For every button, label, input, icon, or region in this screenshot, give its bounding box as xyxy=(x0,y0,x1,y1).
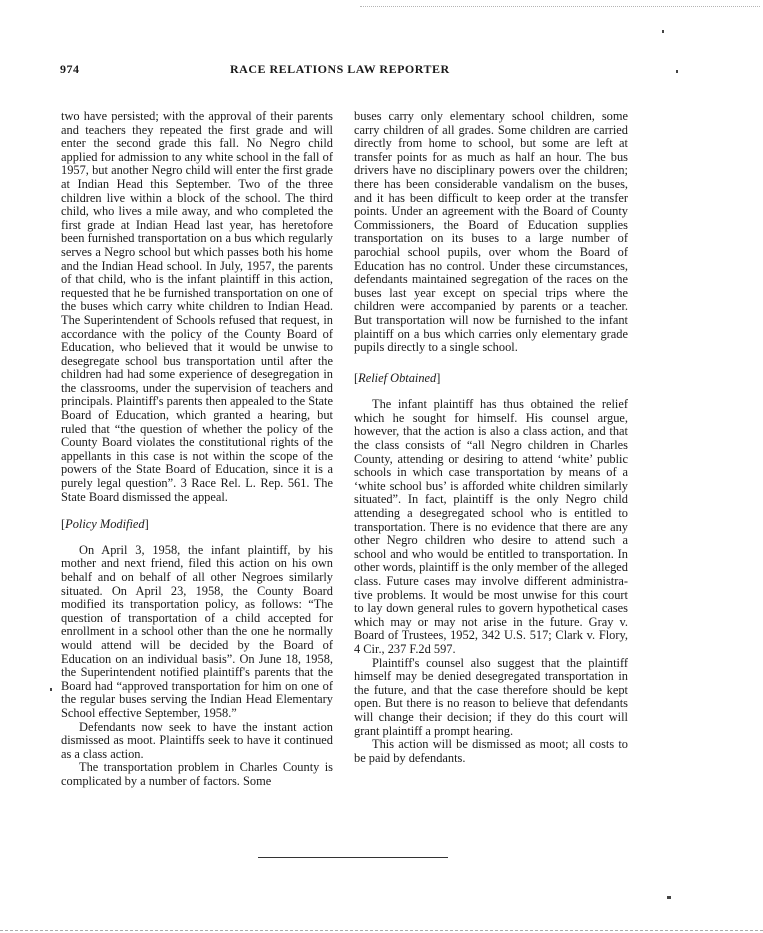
page-number: 974 xyxy=(60,62,80,76)
end-rule xyxy=(258,857,448,858)
running-head: RACE RELATIONS LAW REPORTER xyxy=(230,62,450,76)
scan-top-edge xyxy=(360,6,760,7)
paragraph: The infant plaintiff has thus obtained the relief which he sought for himself. His counsel argue, however, that the action is also a class action, and that the class consists of “all Negro children in Charles County, attending or desiring to attend ‘white’ public schools in which case transportation by means of a ‘white school bus’ is afforded white children similarly situated”. In fact, plaintiff is the only Negro child attending a desegregated school who is entitled to transportation. There is no evidence that there are any other Negro children who desire to attend such a school and who would be entitled to transportation. In other words, plaintiff is the only member of the alleged class. Future cases may involve different administrative problems. It would be most unwise for this court to lay down general rules to govern hypothetical cases which may or may not arise in the future. Gray v. Board of Trustees, 1952, 342 U.S. 517; Clark v. Flory, 4 Cir., 237 F.2d 597. xyxy=(354,397,628,656)
scan-speck xyxy=(676,70,678,73)
paragraph: Plaintiff's counsel also suggest that the plaintiff himself may be denied desegregated transportation in the future, and that the case therefore should be kept open. But there is no reason to believe that defendants will change their decision; if they do this court will grant plaintiff a prompt hearing. xyxy=(354,655,628,738)
scan-speck xyxy=(667,896,671,899)
right-column xyxy=(354,110,628,765)
scan-speck xyxy=(662,30,664,33)
section-heading-policy-modified: [Policy Modified] xyxy=(61,517,149,532)
paragraph: The transportation problem in Charles County is complicated by a number of factors. Some xyxy=(61,760,333,788)
left-column xyxy=(61,110,333,789)
paragraph: two have persisted; with the approval of their parents and teachers they repeated the first grade and will enter the second grade this fall. No Negro child applied for admission to any white school in the fall of 1957, but another Negro child will enter the first grade at Indian Head this September. Two of the three children live within a block of the school. The third child, who lives a mile away, and who completed the first grade at Indian Head last year, has heretofore been furnished transportation on a bus which regularly serves a Negro school but which passes both his home and the Indian Head school. In July, 1957, the parents of that child, who is the infant plaintiff in this action, requested that he be furnished transportation on one of the buses which carry white children to Indian Head. The Superintendent of Schools refused that request, in accordance with the policy of the County Board of Education, who believed that it would be unwise to desegregate school bus transportation until after the children had had some experience of desegregation in the classrooms, under the supervision of teachers and principals. Plaintiff's parents then appealed to the State Board of Education, which granted a hearing, but ruled that “the question of whether the policy of the County Board violates the constitutional rights of the appellants in this case is not within the scope of the powers of the State Board of Education, since it is a purely legal question”. 3 Race Rel. L. Rep. 561. The State Board dismissed the appeal. xyxy=(61,109,333,504)
scan-speck xyxy=(50,688,52,691)
paragraph: buses carry only elementary school children, some carry children of all grades. Some children are carried directly from home to school, but some are left at transfer points for as much as half an hour. The bus drivers have no disciplinary powers over the children; there has been considerable vandalism on the buses, and it has been difficult to keep order at the transfer points. Under an agreement with the Board of County Commissioners, the Board of Education supplies transportation on its buses to a large number of parochial school pupils, over whom the Board of Education has no control. Under these circumstances, defendants maintained segregation of the races on the buses last year except on special trips where the children were accompanied by parents or a teacher. But transportation will now be furnished to the infant plaintiff on a bus which carries only elementary grade pupils directly to a single school. xyxy=(354,109,628,355)
page-header xyxy=(60,60,675,80)
section-heading-relief-obtained: [Relief Obtained] xyxy=(354,370,441,385)
scan-bottom-edge xyxy=(0,930,763,931)
paragraph: This action will be dismissed as moot; all costs to be paid by defendants. xyxy=(354,737,628,765)
paragraph: Defendants now seek to have the instant action dismissed as moot. Plaintiffs seek to have it continued as a class action. xyxy=(61,719,333,761)
paragraph: On April 3, 1958, the infant plaintiff, by his mother and next friend, filed this action on his own behalf and on behalf of all other Negroes similarly situated. On April 23, 1958, the County Board modified its transportation policy, as follows: “The question of transportation of a child accepted for enrollment in a school other than the one he normally would attend will be decided by the Board of Education on an individual basis”. On June 18, 1958, the Superintendent notified plaintiff's parents that the Board had “approved transportation for him on one of the regular buses serving the Indian Head Elementary School effective September, 1958.” xyxy=(61,542,333,720)
